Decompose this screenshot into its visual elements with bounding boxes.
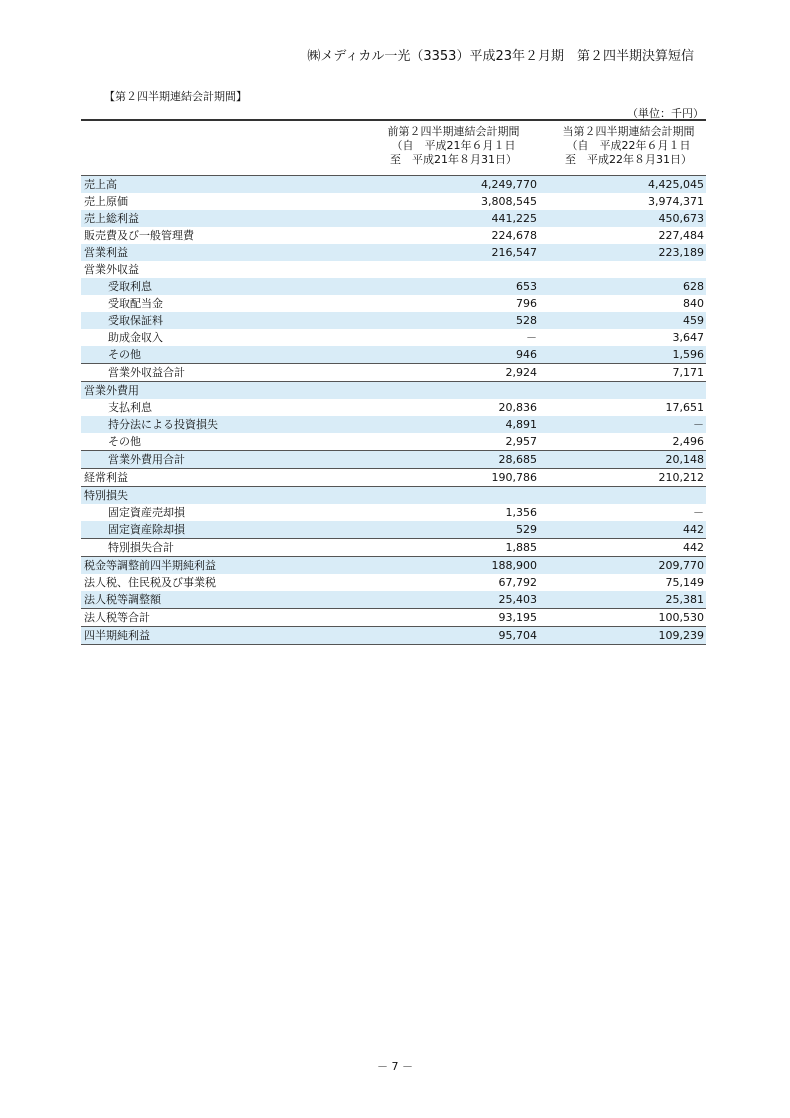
- table-row: [81, 504, 706, 521]
- column-header-line: 前第２四半期連結会計期間: [387, 125, 520, 138]
- row-label: 特別損失合計: [81, 539, 372, 557]
- row-label: 営業外収益合計: [81, 364, 372, 382]
- value-current: 1,596: [539, 346, 706, 364]
- row-label: 売上原価: [84, 195, 128, 208]
- value-previous: 20,836: [498, 401, 537, 414]
- row-label: 四半期純利益: [81, 627, 372, 645]
- row-label: 法人税、住民税及び事業税: [84, 576, 216, 589]
- row-label: 受取利息: [81, 278, 372, 295]
- value-previous: 529: [372, 521, 539, 539]
- row-label: 営業外費用: [81, 382, 372, 400]
- table-row: [81, 627, 706, 645]
- income-statement: [81, 119, 706, 645]
- value-current: 442: [539, 539, 706, 557]
- table-row: [81, 176, 706, 194]
- value-current: 209,770: [539, 557, 706, 575]
- column-headers: [81, 121, 706, 175]
- column-header-current: [546, 125, 711, 167]
- table-row: [81, 312, 706, 329]
- column-header-line: 至 平成22年８月31日）: [565, 153, 692, 166]
- value-previous: 224,678: [491, 229, 537, 242]
- column-header-line: （自 平成21年６月１日: [391, 139, 516, 152]
- row-label: その他: [81, 346, 372, 364]
- statement-table: [81, 175, 706, 645]
- value-current: －: [539, 416, 706, 433]
- table-row: [81, 591, 706, 609]
- value-current: 109,239: [539, 627, 706, 645]
- value-current: 75,149: [665, 576, 704, 589]
- column-header-previous: [371, 125, 536, 167]
- value-current: [539, 487, 706, 505]
- row-label: 営業外費用合計: [81, 451, 372, 469]
- table-row: [81, 574, 706, 591]
- table-row: [81, 210, 706, 227]
- column-header-line: （自 平成22年６月１日: [566, 139, 691, 152]
- row-label: 売上総利益: [81, 210, 372, 227]
- value-previous: 2,924: [372, 364, 539, 382]
- value-previous: 4,249,770: [372, 176, 539, 194]
- value-current: 25,381: [539, 591, 706, 609]
- value-previous: 2,957: [372, 433, 539, 451]
- row-label: 持分法による投資損失: [81, 416, 372, 433]
- value-previous: 946: [372, 346, 539, 364]
- value-current: 442: [539, 521, 706, 539]
- value-previous: 796: [516, 297, 537, 310]
- table-row: [81, 557, 706, 575]
- table-row: [81, 278, 706, 295]
- value-previous: [372, 261, 539, 278]
- value-current: [539, 261, 706, 278]
- table-row: [81, 416, 706, 433]
- table-row: [81, 227, 706, 244]
- row-label: 法人税等調整額: [81, 591, 372, 609]
- row-label: 経常利益: [81, 469, 372, 487]
- value-current: [539, 382, 706, 400]
- value-current: 3,974,371: [648, 195, 704, 208]
- table-row: [81, 193, 706, 210]
- table-row: [81, 609, 706, 627]
- row-label: 助成金収入: [108, 331, 163, 344]
- table-row: [81, 451, 706, 469]
- table-row: [81, 539, 706, 557]
- table-row: [81, 346, 706, 364]
- row-label: 特別損失: [81, 487, 372, 505]
- row-label: 税金等調整前四半期純利益: [81, 557, 372, 575]
- value-previous: 190,786: [372, 469, 539, 487]
- value-current: 20,148: [539, 451, 706, 469]
- row-label: 法人税等合計: [81, 609, 372, 627]
- row-label: 営業利益: [81, 244, 372, 261]
- value-previous: 4,891: [372, 416, 539, 433]
- table-row: [81, 382, 706, 400]
- value-current: 223,189: [539, 244, 706, 261]
- value-previous: －: [526, 331, 537, 344]
- value-previous: 93,195: [372, 609, 539, 627]
- table-row: [81, 399, 706, 416]
- row-label: 受取配当金: [108, 297, 163, 310]
- value-current: 227,484: [658, 229, 704, 242]
- value-previous: 653: [372, 278, 539, 295]
- section-title: 【第２四半期連結会計期間】: [104, 90, 247, 103]
- table-row: [81, 329, 706, 346]
- value-previous: 67,792: [498, 576, 537, 589]
- value-previous: [372, 382, 539, 400]
- value-current: 840: [683, 297, 704, 310]
- value-current: 450,673: [539, 210, 706, 227]
- column-header-line: 当第２四半期連結会計期間: [562, 125, 695, 138]
- page-number: － 7 －: [377, 1060, 413, 1073]
- value-previous: 216,547: [372, 244, 539, 261]
- value-previous: 28,685: [372, 451, 539, 469]
- row-label: その他: [81, 433, 372, 451]
- table-row: [81, 433, 706, 451]
- value-current: 100,530: [539, 609, 706, 627]
- value-previous: 528: [372, 312, 539, 329]
- row-label: 売上高: [81, 176, 372, 194]
- value-current: －: [693, 506, 704, 519]
- unit-label: （単位：千円）: [627, 107, 704, 120]
- value-previous: 3,808,545: [481, 195, 537, 208]
- table-row: [81, 469, 706, 487]
- row-label: 支払利息: [108, 401, 152, 414]
- table-row: [81, 244, 706, 261]
- value-current: 3,647: [672, 331, 704, 344]
- row-label: 固定資産売却損: [108, 506, 185, 519]
- value-current: 628: [539, 278, 706, 295]
- value-previous: 441,225: [372, 210, 539, 227]
- row-label: 販売費及び一般管理費: [84, 229, 194, 242]
- table-row: [81, 521, 706, 539]
- value-current: 459: [539, 312, 706, 329]
- value-previous: 25,403: [372, 591, 539, 609]
- row-label: 営業外収益: [84, 263, 139, 276]
- table-row: [81, 487, 706, 505]
- value-current: 17,651: [665, 401, 704, 414]
- table-row: [81, 261, 706, 278]
- value-current: 7,171: [539, 364, 706, 382]
- value-previous: [372, 487, 539, 505]
- column-header-line: 至 平成21年８月31日）: [390, 153, 517, 166]
- document-header: ㈱メディカル一光（3353）平成23年２月期 第２四半期決算短信: [307, 49, 694, 64]
- row-label: 固定資産除却損: [81, 521, 372, 539]
- row-label: 受取保証料: [81, 312, 372, 329]
- value-previous: 1,885: [372, 539, 539, 557]
- table-row: [81, 295, 706, 312]
- value-current: 210,212: [539, 469, 706, 487]
- value-current: 4,425,045: [539, 176, 706, 194]
- table-row: [81, 364, 706, 382]
- value-previous: 188,900: [372, 557, 539, 575]
- value-previous: 95,704: [372, 627, 539, 645]
- value-previous: 1,356: [505, 506, 537, 519]
- value-current: 2,496: [539, 433, 706, 451]
